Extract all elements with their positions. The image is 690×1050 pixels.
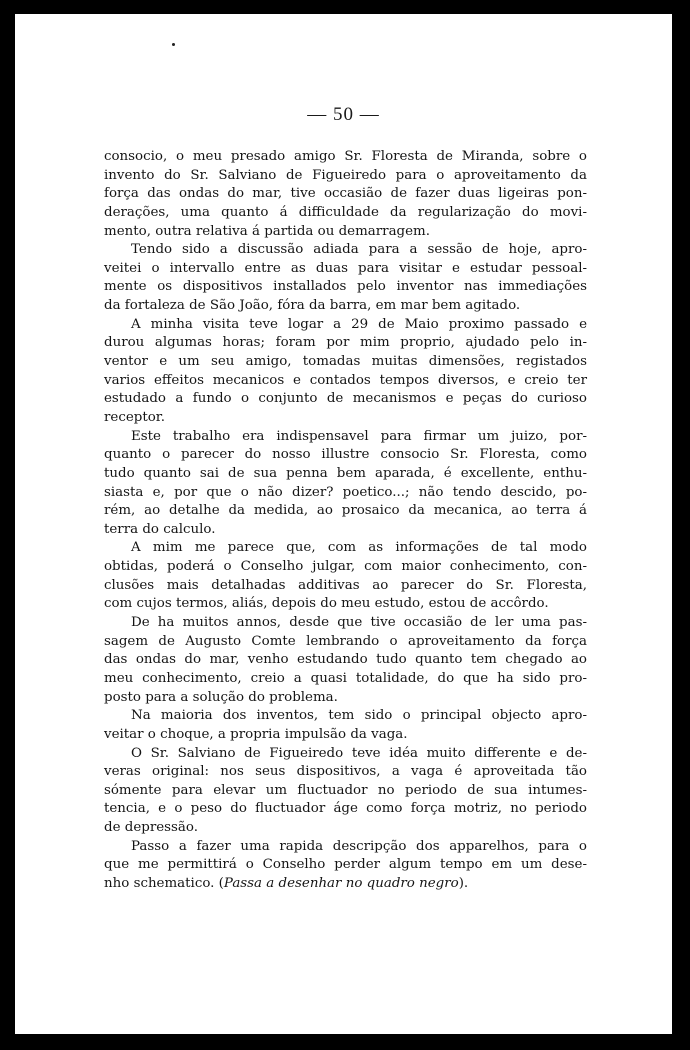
document-page	[15, 14, 672, 1034]
text-line: consocio, o meu presado amigo Sr. Floresta de Miranda, sobre o	[104, 149, 587, 164]
paragraph	[104, 148, 587, 241]
text-line: meu conhecimento, creio a quasi totalidade, do que ha sido pro-	[104, 670, 587, 686]
text-line: De ha muitos annos, desde que tive occasião de ler uma pas-	[131, 615, 587, 631]
text-line: tudo quanto sai de sua penna bem aparada, é excellente, enthu-	[104, 465, 587, 481]
stage-direction: Passa a desenhar no quadro negro	[223, 875, 459, 891]
text-line: rém, ao detalhe da medida, ao prosaico da mecanica, ao terra á	[104, 503, 587, 519]
text-line: posto para a solução do problema.	[104, 689, 338, 705]
text-line: força das ondas do mar, tive occasião de fazer duas ligeiras pon-	[104, 186, 587, 202]
paragraph	[104, 539, 587, 614]
text-line: veitei o intervallo entre as duas para visitar e estudar pessoal-	[104, 260, 587, 276]
text-line: receptor.	[104, 409, 165, 425]
text-line: Passo a fazer uma rapida descripção dos apparelhos, para o	[131, 838, 587, 854]
text-line: que me permittirá o Conselho perder algum tempo em um dese-	[104, 857, 587, 873]
paragraph	[104, 707, 587, 744]
paragraph	[104, 241, 587, 316]
text-line: O Sr. Salviano de Figueiredo teve idéa muito differente e de-	[131, 745, 587, 761]
text-line: mento, outra relativa á partida ou demarragem.	[104, 223, 430, 239]
paragraph	[104, 316, 587, 428]
text-line: Na maioria dos inventos, tem sido o principal objecto apro-	[131, 708, 587, 724]
text-line: siasta e, por que o não dizer? poetico...; não tendo descido, po-	[104, 484, 587, 500]
body-text	[104, 148, 587, 894]
text-line: invento do Sr. Salviano de Figueiredo para o aproveitamento da	[104, 167, 587, 183]
paragraph	[104, 745, 587, 838]
text-line: quanto o parecer do nosso illustre consocio Sr. Floresta, como	[104, 447, 587, 463]
text-line: das ondas do mar, venho estudando tudo quanto tem chegado ao	[104, 652, 587, 668]
paragraph	[104, 614, 587, 707]
text-line: durou algumas horas; foram por mim proprio, ajudado pelo in-	[104, 335, 587, 351]
paragraph	[104, 838, 587, 894]
text-line: A minha visita teve logar a 29 de Maio proximo passado e	[131, 316, 587, 332]
text-line: sagem de Augusto Comte lembrando o aproveitamento da força	[104, 633, 587, 649]
text-line: derações, uma quanto á difficuldade da regularização do movi-	[104, 204, 587, 220]
print-speck	[172, 43, 175, 46]
text-line: veitar o choque, a propria impulsão da vaga.	[104, 726, 408, 742]
text-line: ventor e um seu amigo, tomadas muitas dimensões, registados	[104, 354, 587, 370]
text-line: tencia, e o peso do fluctuador áge como força motriz, no periodo	[104, 801, 587, 817]
text-line: de depressão.	[104, 820, 198, 836]
text-line: mente os dispositivos installados pelo inventor nas immediações	[104, 279, 587, 295]
text-line: com cujos termos, aliás, depois do meu estudo, estou de accôrdo.	[104, 596, 549, 612]
page-number: — 50 —	[307, 104, 380, 125]
text-line: da fortaleza de São João, fóra da barra, em mar bem agitado.	[104, 298, 521, 314]
text-line: nho schematico. (Passa a desenhar no quadro negro).	[104, 875, 469, 891]
text-line: terra do calculo.	[104, 521, 216, 537]
text-line: Este trabalho era indispensavel para firmar um juizo, por-	[131, 428, 587, 444]
text-line: varios effeitos mecanicos e contados tempos diversos, e creio ter	[104, 372, 587, 388]
text-line: clusões mais detalhadas additivas ao parecer do Sr. Floresta,	[104, 577, 587, 593]
text-line: A mim me parece que, com as informações de tal modo	[131, 540, 587, 556]
text-line: obtidas, poderá o Conselho julgar, com maior conhecimento, con-	[104, 559, 587, 575]
text-line: Tendo sido a discussão adiada para a sessão de hoje, apro-	[131, 242, 587, 258]
text-line: veras original: nos seus dispositivos, a vaga é aproveitada tão	[104, 764, 587, 780]
text-line: sómente para elevar um fluctuador no periodo de sua intumes-	[104, 782, 587, 798]
paragraph	[104, 428, 587, 540]
text-line: estudado a fundo o conjunto de mecanismos e peças do curioso	[104, 391, 587, 407]
